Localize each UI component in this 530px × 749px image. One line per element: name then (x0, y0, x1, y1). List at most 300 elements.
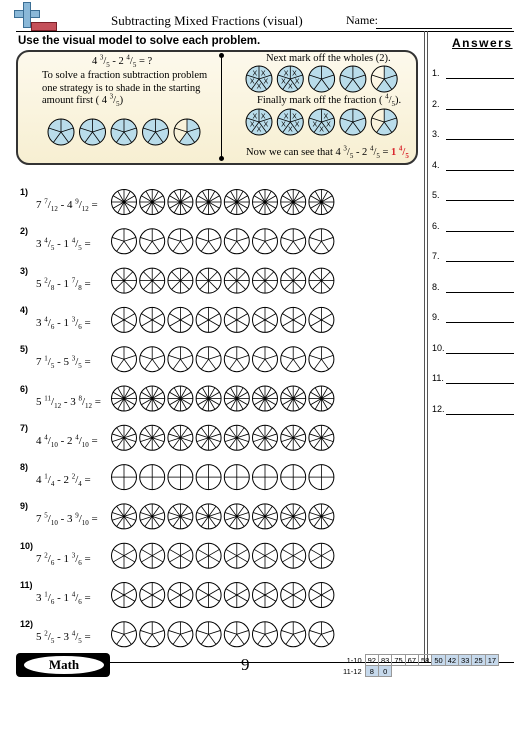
example-final-circle (277, 109, 303, 135)
fraction-circle (309, 504, 334, 529)
division-line (124, 556, 135, 562)
fraction-circle (112, 268, 137, 293)
example-wholes-circle (309, 66, 335, 92)
fraction-circle (253, 190, 278, 215)
problem-number: 8) (20, 462, 29, 473)
division-line (173, 634, 180, 644)
division-line (225, 355, 237, 359)
example-final-step: Finally mark off the fraction ( $^4/_5$). (257, 92, 402, 109)
division-line (152, 320, 163, 326)
division-line (293, 241, 300, 251)
division-line (201, 359, 208, 369)
fraction-circle (168, 347, 193, 372)
division-line (254, 314, 265, 320)
division-line (180, 355, 192, 359)
division-line (113, 549, 124, 555)
division-line (314, 241, 321, 251)
division-line (226, 556, 237, 562)
division-line (253, 237, 265, 241)
mark-x: X (260, 70, 266, 78)
score-cell: 50 (432, 655, 445, 666)
mark-x: X (319, 126, 324, 134)
fraction-circle (168, 543, 193, 568)
division-line (209, 634, 216, 644)
fraction-circle (112, 307, 137, 332)
division-line (311, 320, 322, 326)
example-final-circle (246, 109, 272, 135)
division-line (124, 355, 136, 359)
division-line (209, 355, 221, 359)
mark-x: X (312, 121, 318, 129)
score-cell: 83 (378, 655, 391, 666)
division-line (286, 634, 293, 644)
fraction-circle (140, 268, 165, 293)
division-line (293, 549, 304, 555)
fraction-circle (140, 504, 165, 529)
division-line (237, 634, 244, 644)
division-line (141, 556, 152, 562)
mark-x: X (263, 121, 269, 129)
division-line (201, 241, 208, 251)
fraction-circle (309, 386, 334, 411)
division-line (254, 589, 265, 595)
division-line (310, 355, 322, 359)
fraction-circle (112, 543, 137, 568)
fraction-circle (281, 347, 306, 372)
problem-number: 6) (20, 383, 29, 394)
fraction-circle (196, 268, 221, 293)
division-line (209, 320, 220, 326)
division-line (124, 359, 131, 369)
answers-heading: Answers (452, 36, 513, 50)
division-line (237, 272, 246, 281)
problem-expression: 5 $^{11}/_{12} - 3$ $^8/_{12}$ = (36, 393, 102, 410)
mark-x: X (323, 113, 329, 121)
division-line (115, 272, 124, 281)
answer-number: 8. (432, 281, 440, 292)
division-line (198, 595, 209, 601)
division-line (284, 272, 293, 281)
division-line (282, 549, 293, 555)
division-line (200, 272, 209, 281)
division-line (117, 634, 124, 644)
division-line (310, 630, 322, 634)
fraction-circle (168, 386, 193, 411)
problem-expression: 5 $^2/_5 - 3$ $^4/_5$ = (36, 629, 91, 646)
fraction-circle (196, 307, 221, 332)
division-line (225, 630, 237, 634)
division-line (209, 595, 220, 601)
fraction-circle (196, 583, 221, 608)
problem-expression: 4 $^4/_{10} - 2$ $^4/_{10}$ = (36, 433, 98, 449)
division-line (237, 556, 248, 562)
division-line (237, 314, 248, 320)
problem-number: 7) (20, 422, 29, 433)
division-line (124, 272, 133, 281)
division-line (265, 595, 276, 601)
fraction-circle (224, 307, 249, 332)
fraction-circle (112, 347, 137, 372)
problem-expression: 3 $^1/_6 - 1$ $^4/_6$ = (36, 590, 91, 607)
division-line (198, 320, 209, 326)
division-line (265, 556, 276, 562)
division-line (198, 556, 209, 562)
mark-x: X (287, 83, 293, 91)
example-wholes-circle (277, 66, 303, 92)
fraction-circle (224, 543, 249, 568)
division-line (124, 281, 133, 290)
division-line (124, 314, 135, 320)
fraction-circle (224, 190, 249, 215)
division-line (152, 272, 161, 281)
division-line (237, 359, 244, 369)
division-line (281, 355, 293, 359)
answer-number: 9. (432, 312, 440, 322)
mark-x: X (294, 78, 300, 86)
fraction-circle (112, 583, 137, 608)
fraction-circle (309, 622, 334, 647)
division-line (237, 595, 248, 601)
division-line (209, 281, 218, 290)
fraction-circle (196, 425, 221, 450)
division-line (145, 634, 152, 644)
mark-x: X (326, 121, 331, 129)
division-line (254, 549, 265, 555)
division-line (169, 355, 181, 359)
mark-x: X (283, 113, 289, 121)
worksheet-title: Subtracting Mixed Fractions (visual) (111, 13, 303, 28)
division-line (229, 359, 236, 369)
fraction-circle (112, 425, 137, 450)
division-line (152, 549, 163, 555)
division-line (311, 556, 322, 562)
division-line (180, 314, 191, 320)
example-final-circle (340, 109, 366, 135)
division-line (237, 630, 249, 634)
fraction-circle (253, 504, 278, 529)
fraction-circle (309, 583, 334, 608)
mark-x: X (263, 78, 269, 86)
division-line (170, 320, 181, 326)
example-final-circle (309, 109, 335, 135)
fraction-circle (253, 386, 278, 411)
fraction-circle (168, 268, 193, 293)
division-line (281, 630, 293, 634)
division-line (314, 359, 321, 369)
division-line (140, 630, 152, 634)
fraction-circle (253, 229, 278, 254)
fraction-circle (196, 190, 221, 215)
problem-number: 11) (20, 580, 33, 590)
fraction-circle (309, 347, 334, 372)
mark-x: X (292, 113, 297, 121)
problem-expression: 5 $^2/_8 - 1$ $^7/_8$ = (36, 275, 91, 292)
division-line (180, 241, 187, 251)
fraction-circle (281, 583, 306, 608)
division-line (209, 549, 220, 555)
problem-number: 10) (20, 540, 34, 551)
fraction-circle (140, 386, 165, 411)
name-label: Name: (346, 13, 378, 27)
answer-number: 10. (432, 342, 445, 353)
division-line (293, 320, 304, 326)
division-line (321, 320, 332, 326)
score-table (341, 654, 499, 677)
fraction-circle (112, 386, 137, 411)
division-line (282, 556, 293, 562)
division-line (256, 272, 265, 281)
fraction-circle (140, 190, 165, 215)
problem-expression: 7 $^7/_{12} - 4$ $^9/_{12}$ = (36, 197, 98, 214)
division-line (197, 355, 209, 359)
division-line (175, 128, 187, 132)
division-line (200, 281, 209, 290)
division-line (237, 241, 244, 251)
division-line (152, 281, 161, 290)
division-line (180, 359, 187, 369)
division-line (209, 241, 216, 251)
division-line (180, 595, 191, 601)
problem-number: 12) (20, 619, 34, 630)
division-line (113, 320, 124, 326)
instructions: Use the visual model to solve each problem. (18, 35, 261, 47)
division-line (152, 355, 164, 359)
division-line (170, 314, 181, 320)
division-line (237, 281, 246, 290)
fraction-circle (196, 504, 221, 529)
problem-expression: 3 $^4/_6 - 1$ $^3/_6$ = (36, 315, 91, 332)
division-line (254, 556, 265, 562)
division-line (169, 630, 181, 634)
mark-x: X (249, 78, 255, 86)
division-line (321, 237, 333, 241)
division-line (284, 281, 293, 290)
division-line (145, 241, 152, 251)
division-line (310, 237, 322, 241)
division-line (112, 355, 124, 359)
answer-number: 7. (432, 251, 440, 261)
division-line (113, 314, 124, 320)
division-line (314, 634, 321, 644)
division-line (253, 630, 265, 634)
division-line (372, 75, 384, 79)
division-line (265, 314, 276, 320)
answer-number: 4. (432, 159, 440, 170)
division-line (113, 595, 124, 601)
division-line (293, 359, 300, 369)
fraction-circle (224, 425, 249, 450)
division-line (265, 241, 272, 251)
division-line (293, 272, 302, 281)
division-line (180, 320, 191, 326)
division-line (321, 556, 332, 562)
mark-x: X (260, 113, 266, 121)
fraction-circle (168, 229, 193, 254)
fraction-circle (224, 465, 249, 490)
score-cell: 17 (485, 655, 498, 666)
fraction-circle (309, 465, 334, 490)
mark-x: X (292, 70, 297, 78)
division-line (321, 595, 332, 601)
division-line (209, 556, 220, 562)
fraction-circle (168, 465, 193, 490)
division-line (321, 589, 332, 595)
division-line (282, 595, 293, 601)
division-line (226, 314, 237, 320)
division-line (321, 549, 332, 555)
division-line (152, 314, 163, 320)
mark-x: X (249, 121, 255, 129)
division-line (209, 359, 216, 369)
division-line (152, 556, 163, 562)
fraction-circle (224, 347, 249, 372)
score-cell: 92 (365, 655, 378, 666)
division-line (180, 237, 192, 241)
division-line (237, 237, 249, 241)
division-line (321, 359, 328, 369)
division-line (141, 549, 152, 555)
division-line (141, 589, 152, 595)
division-line (228, 281, 237, 290)
division-line (209, 272, 218, 281)
fraction-circle (112, 622, 137, 647)
fraction-circle (196, 347, 221, 372)
fraction-circle (112, 465, 137, 490)
fraction-circle (224, 504, 249, 529)
mark-x: X (252, 113, 258, 121)
division-line (124, 634, 131, 644)
division-line (141, 320, 152, 326)
example-wholes-circle (340, 66, 366, 92)
fraction-circle (281, 543, 306, 568)
fraction-circle (224, 229, 249, 254)
division-line (141, 595, 152, 601)
answer-number: 11. (432, 373, 444, 383)
division-line (173, 241, 180, 251)
fraction-circle (224, 268, 249, 293)
division-line (265, 634, 272, 644)
example-start-circle (143, 119, 169, 145)
division-line (237, 589, 248, 595)
division-line (143, 272, 152, 281)
fraction-circle (309, 543, 334, 568)
answer-number: 3. (432, 129, 440, 139)
score-row-label: 11-12 (343, 666, 362, 676)
example-explanation: To solve a fraction subtraction problem one strategy is to shade in the starting amount first ( 4 $^3/_5$) (42, 70, 208, 109)
subject-label: Math (24, 656, 104, 674)
division-line (237, 320, 248, 326)
fraction-circle (168, 307, 193, 332)
example-next-step: Next mark off the wholes (2). (266, 53, 391, 64)
fraction-circle (140, 425, 165, 450)
score-cell: 42 (445, 655, 458, 666)
division-line (321, 630, 333, 634)
fraction-circle (253, 425, 278, 450)
division-line (321, 281, 330, 290)
division-line (321, 241, 328, 251)
division-line (228, 272, 237, 281)
problem-number: 4) (20, 304, 29, 315)
division-line (115, 281, 124, 290)
fraction-circle (140, 229, 165, 254)
fraction-circle (112, 229, 137, 254)
division-line (180, 272, 189, 281)
problem-expression: 7 $^5/_{10} - 3$ $^9/_{10}$ = (36, 511, 98, 528)
fraction-circle (112, 190, 137, 215)
fraction-circle (168, 504, 193, 529)
fraction-circle (140, 622, 165, 647)
division-line (311, 549, 322, 555)
division-line (265, 281, 274, 290)
division-line (293, 630, 305, 634)
mark-x: X (252, 70, 258, 78)
division-line (124, 549, 135, 555)
division-line (124, 589, 135, 595)
division-line (141, 314, 152, 320)
example-answer: 1 $^4/_5$ (391, 144, 409, 161)
division-line (140, 355, 152, 359)
division-line (311, 314, 322, 320)
division-line (313, 281, 322, 290)
division-line (265, 320, 276, 326)
division-line (124, 320, 135, 326)
problem-expression: 4 $^1/_4 - 2$ $^2/_4$ = (36, 472, 91, 489)
fraction-circle (253, 268, 278, 293)
fraction-circle (140, 465, 165, 490)
answer-number: 1. (432, 68, 440, 78)
division-line (198, 314, 209, 320)
page-number: 9 (241, 655, 250, 674)
division-line (321, 272, 330, 281)
fraction-circle (253, 465, 278, 490)
division-line (258, 241, 265, 251)
division-line (282, 589, 293, 595)
division-line (258, 634, 265, 644)
division-line (113, 589, 124, 595)
fraction-circle (281, 425, 306, 450)
example-wholes-circle (371, 66, 397, 92)
score-cell: 75 (392, 655, 405, 666)
fraction-circle (196, 465, 221, 490)
mark-x: X (256, 83, 262, 91)
mark-x: X (256, 126, 262, 134)
fraction-circle (168, 425, 193, 450)
problem-expression: 7 $^2/_6 - 1$ $^3/_6$ = (36, 551, 91, 567)
answer-number: 12. (432, 403, 445, 414)
mark-x: X (287, 126, 293, 134)
fraction-circle (253, 583, 278, 608)
division-line (229, 241, 236, 251)
division-line (145, 359, 152, 369)
fraction-circle (224, 386, 249, 411)
division-line (265, 630, 277, 634)
problem-number: 2) (20, 226, 29, 237)
mark-x: X (281, 121, 286, 129)
fraction-circle (196, 386, 221, 411)
mark-x: X (281, 78, 286, 86)
fraction-circle (224, 583, 249, 608)
division-line (237, 355, 249, 359)
fraction-circle (309, 229, 334, 254)
division-line (286, 241, 293, 251)
score-cell: 67 (405, 655, 418, 666)
example-wholes-circle (246, 66, 272, 92)
fraction-circle (281, 190, 306, 215)
division-line (180, 549, 191, 555)
division-line (173, 359, 180, 369)
division-line (293, 281, 302, 290)
division-line (293, 589, 304, 595)
